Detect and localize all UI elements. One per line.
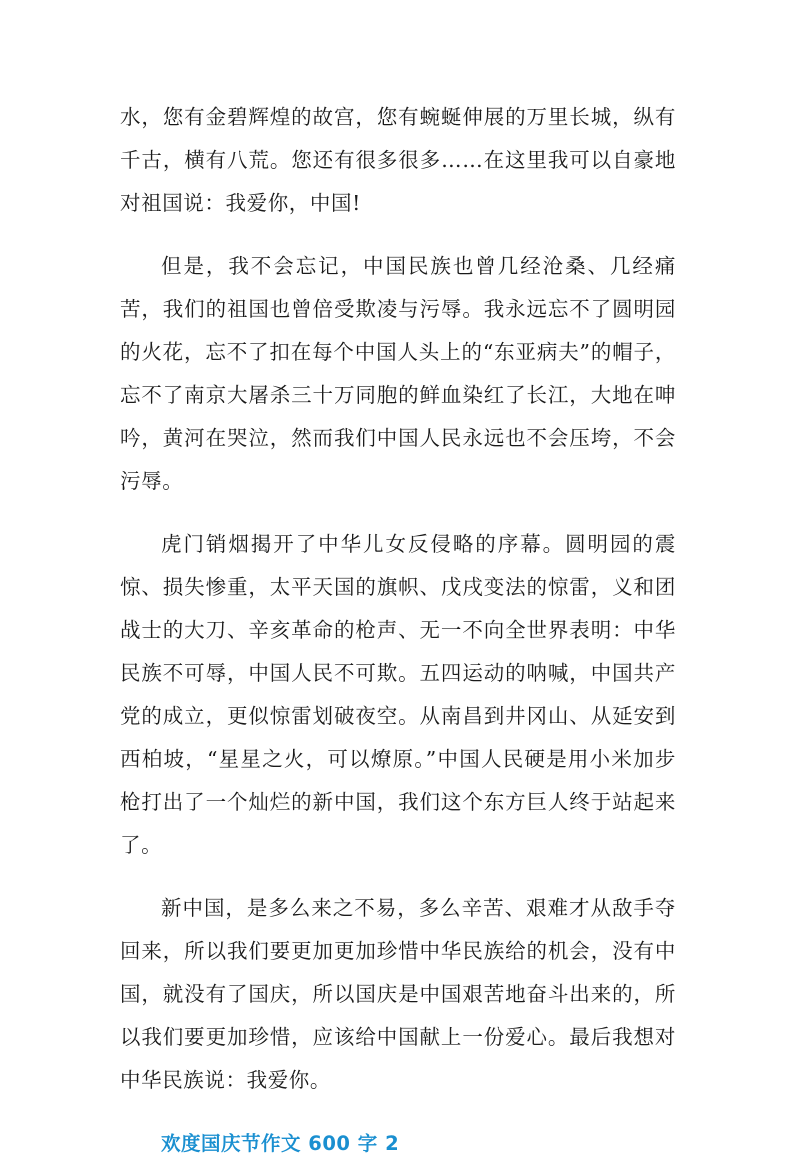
- paragraph-continuation: 水，您有金碧辉煌的故宫，您有蜿蜒伸展的万里长城，纵有千古，横有八荒。您还有很多很多……在这里我可以自豪地对祖国说：我爱你，中国!: [120, 105, 676, 215]
- paragraph-new-china: 新中国，是多么来之不易，多么辛苦、艰难才从敌手夺回来，所以我们要更加更加珍惜中华民族给的机会，没有中国，就没有了国庆，所以国庆是中国艰苦地奋斗出来的，所以我们要更加珍惜，应该给中国献上一份爱心。最后我想对中华民族说：我爱你。: [120, 896, 676, 1092]
- paragraph-history-suffering: 但是，我不会忘记，中国民族也曾几经沧桑、几经痛苦，我们的祖国也曾倍受欺凌与污辱。我永远忘不了圆明园的火花，忘不了扣在每个中国人头上的“东亚病夫”的帽子，忘不了南京大屠杀三十万同胞的鲜血染红了长江，大地在呻吟，黄河在哭泣，然而我们中国人民永远也不会压垮，不会污辱。: [120, 254, 676, 493]
- paragraph-revolution: 虎门销烟揭开了中华儿女反侵略的序幕。圆明园的震惊、损失惨重，太平天国的旗帜、戊戌变法的惊雷，义和团战士的大刀、辛亥革命的枪声、无一不向全世界表明：中华民族不可辱，中国人民不可欺。五四运动的呐喊，中国共产党的成立，更似惊雷划破夜空。从南昌到井冈山、从延安到西柏坡，“星星之火，可以燎原。”中国人民硬是用小米加步枪打出了一个灿烂的新中国，我们这个东方巨人终于站起来了。: [120, 532, 676, 857]
- document-page: [120, 96, 676, 1165]
- section-heading: 欢度国庆节作文 600 字 2: [161, 1132, 400, 1155]
